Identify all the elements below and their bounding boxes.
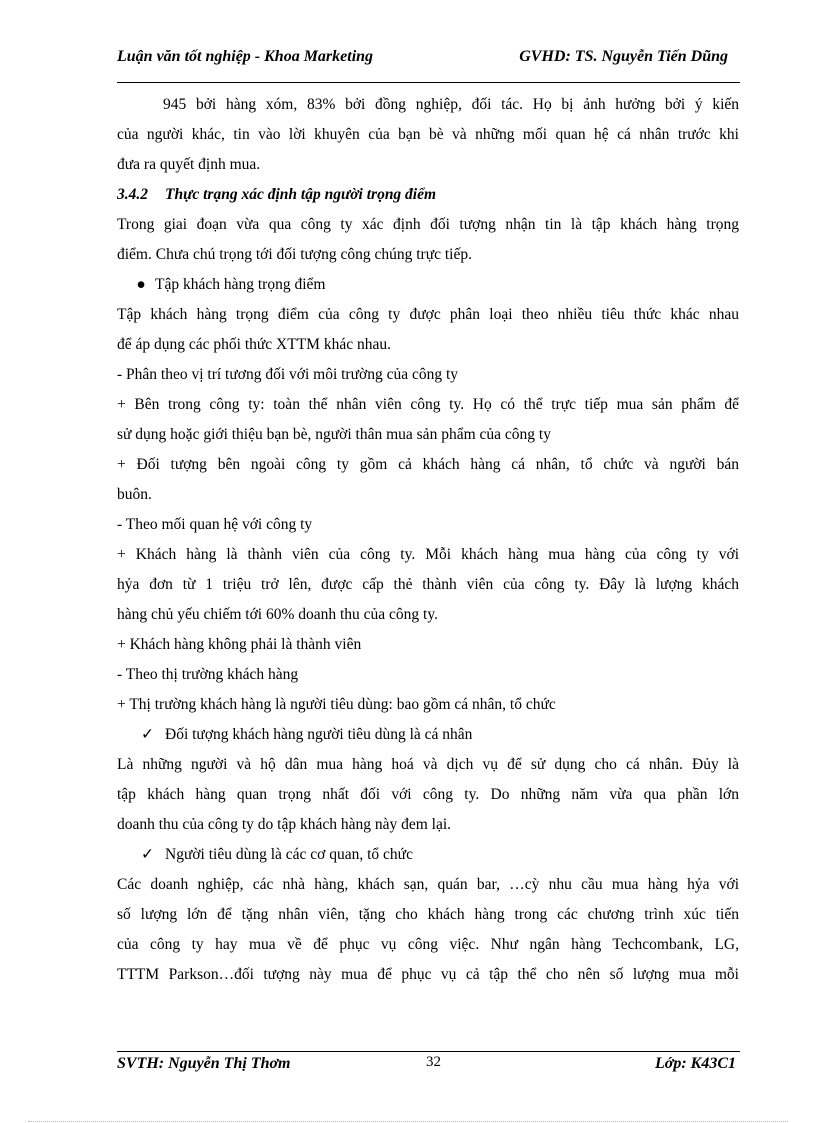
text-line: - Theo mối quan hệ với công ty (117, 516, 313, 533)
text-line: Các doanh nghiệp, các nhà hàng, khách sạn, quán bar, …cỳ nhu cầu mua hàng hỷa với (117, 876, 739, 893)
section-number: 3.4.2 (117, 186, 148, 203)
text-line: doanh thu của công ty do tập khách hàng này đem lại. (117, 816, 452, 833)
bullet-item (117, 270, 739, 300)
footer-divider (117, 1051, 740, 1052)
text-line: buôn. (117, 486, 152, 503)
text-line: số lượng lớn để tặng nhân viên, tặng cho khách hàng trong các chương trình xúc tiến (117, 906, 739, 923)
text-line: - Phân theo vị trí tương đối với môi trường của công ty (117, 366, 459, 383)
text-line: tập khách hàng quan trọng nhất đối với công ty. Do những năm vừa qua phần lớn (117, 786, 739, 803)
text-line: - Theo thị trường khách hàng (117, 666, 299, 683)
text-line: TTTM Parkson…đối tượng này mua để phục vụ cả tập thể cho nên số lượng mua mỗi (117, 966, 739, 983)
text-line: + Đối tượng bên ngoài công ty gồm cả khách hàng cá nhân, tổ chức và người bán (117, 456, 739, 473)
text-line: điểm. Chưa chú trọng tới đối tượng công chúng trực tiếp. (117, 246, 472, 263)
bullet-label: Tập khách hàng trọng điểm (155, 276, 326, 293)
text-line: 945 bởi hàng xóm, 83% bởi đồng nghiệp, đối tác. Họ bị ảnh hưởng bởi ý kiến (163, 96, 739, 113)
checkmark-icon: ✓ (141, 846, 154, 863)
checkmark-icon: ✓ (141, 726, 154, 743)
text-line: sử dụng hoặc giới thiệu bạn bè, người thân mua sản phẩm của công ty (117, 426, 551, 443)
text-line: Là những người và hộ dân mua hàng hoá và dịch vụ để sử dụng cho cá nhân. Đủy là (117, 756, 739, 773)
footer-right: Lớp: K43C1 (654, 1055, 736, 1072)
section-title: Thực trạng xác định tập người trọng điểm (165, 186, 437, 203)
text-line: của công ty hay mua về để phục vụ công việc. Như ngân hàng Techcombank, LG, (117, 936, 739, 953)
bullet-icon: ● (136, 276, 146, 293)
check-label: Người tiêu dùng là các cơ quan, tổ chức (165, 846, 413, 863)
text-line: + Bên trong công ty: toàn thể nhân viên công ty. Họ có thể trực tiếp mua sản phẩm để (117, 396, 739, 413)
header-left: Luận văn tốt nghiệp - Khoa Marketing (117, 48, 374, 65)
text-line: hỷa đơn từ 1 triệu trở lên, được cấp thẻ thành viên của công ty. Đây là lượng khách (117, 576, 739, 593)
text-line: Tập khách hàng trọng điểm của công ty được phân loại theo nhiều tiêu thức khác nhau (117, 306, 739, 323)
text-line: của người khác, tin vào lời khuyên của bạn bè và những mối quan hệ cá nhân trước khi (117, 126, 739, 143)
section-heading (117, 180, 739, 210)
text-line: hàng chủ yếu chiếm tới 60% doanh thu của công ty. (117, 606, 438, 623)
text-line: Trong giai đoạn vừa qua công ty xác định đối tượng nhận tin là tập khách hàng trọng (117, 216, 739, 233)
check-item (117, 720, 739, 750)
text-line: + Thị trường khách hàng là người tiêu dùng: bao gồm cá nhân, tổ chức (117, 696, 556, 713)
footer-left: SVTH: Nguyễn Thị Thơm (117, 1055, 291, 1072)
check-item (117, 840, 739, 870)
text-line: + Khách hàng không phải là thành viên (117, 636, 362, 653)
page-edge-divider (28, 1121, 788, 1122)
header-divider (117, 82, 740, 83)
text-line: + Khách hàng là thành viên của công ty. Mỗi khách hàng mua hàng của công ty với (117, 546, 739, 563)
text-line: đưa ra quyết định mua. (117, 156, 261, 173)
page-body (117, 90, 739, 990)
header-right: GVHD: TS. Nguyễn Tiến Dũng (519, 48, 728, 65)
check-label: Đối tượng khách hàng người tiêu dùng là cá nhân (165, 726, 473, 743)
text-line: để áp dụng các phối thức XTTM khác nhau. (117, 336, 391, 353)
page-number: 32 (426, 1054, 441, 1070)
